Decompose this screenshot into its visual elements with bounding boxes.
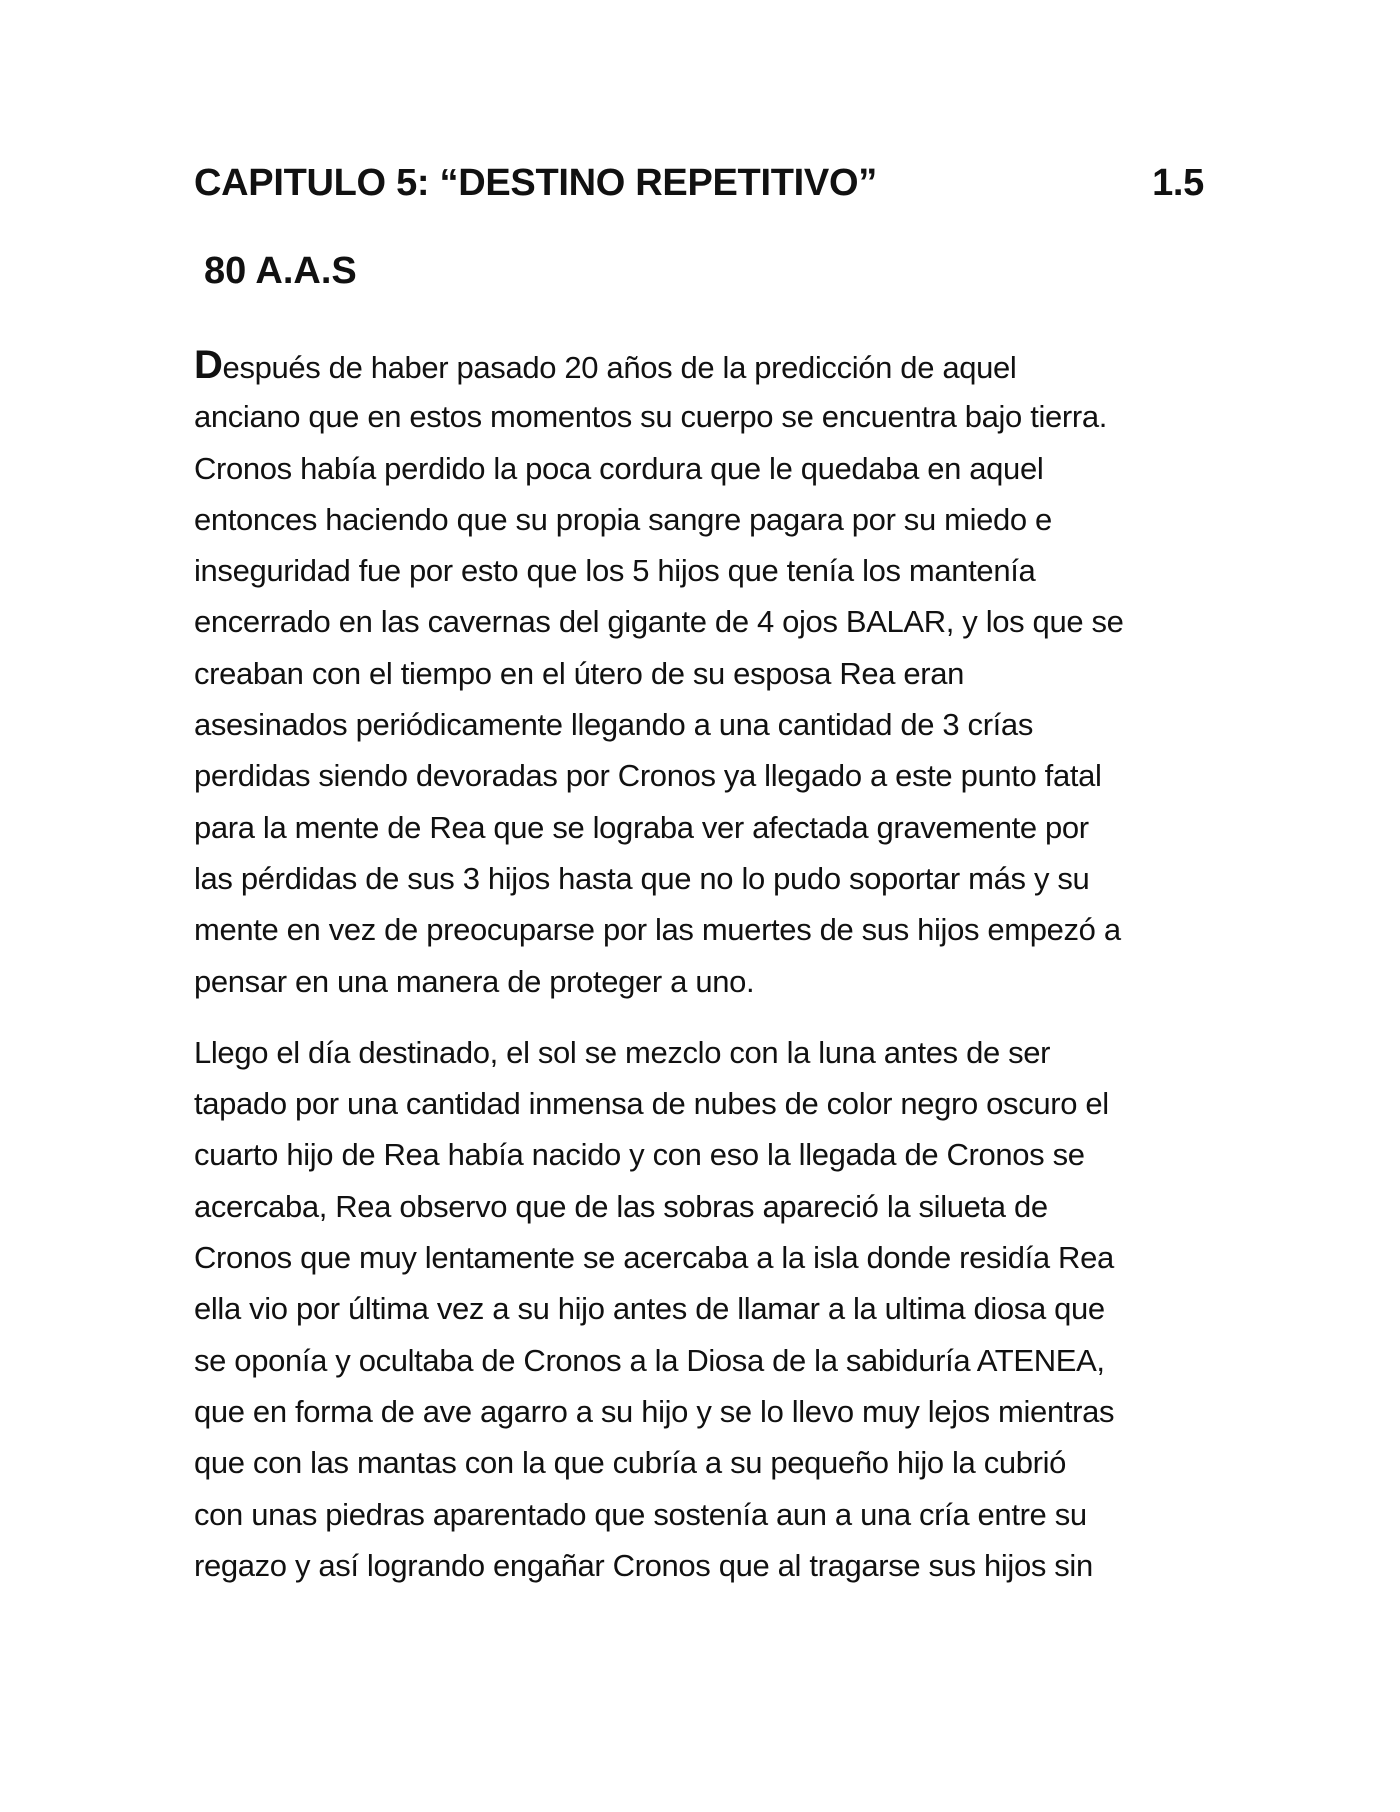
chapter-title: CAPITULO 5: “DESTINO REPETITIVO”	[194, 162, 877, 204]
paragraph-gap	[194, 1007, 1214, 1027]
chapter-number: 1.5	[1152, 162, 1204, 204]
chapter-heading	[194, 162, 1204, 218]
text-line: tapado por una cantidad inmensa de nubes de color negro oscuro el	[194, 1086, 1109, 1122]
text-line: para la mente de Rea que se lograba ver afectada gravemente por	[194, 809, 1089, 845]
text-line: regazo y así logrando engañar Cronos que al tragarse sus hijos sin	[194, 1547, 1093, 1583]
text-line: encerrado en las cavernas del gigante de 4 ojos BALAR, y los que se	[194, 604, 1124, 640]
text-line: Cronos había perdido la poca cordura que le quedaba en aquel	[194, 450, 1044, 486]
text-line: entonces haciendo que su propia sangre pagara por su miedo e	[194, 501, 1052, 537]
text-line: cuarto hijo de Rea había nacido y con eso la llegada de Cronos se	[194, 1137, 1085, 1173]
text-line: Llego el día destinado, el sol se mezclo con la luna antes de ser	[194, 1034, 1051, 1070]
text-line: Después de haber pasado 20 años de la predicción de aquel	[194, 343, 1017, 387]
text-line: acercaba, Rea observo que de las sobras apareció la silueta de	[194, 1188, 1048, 1224]
text-line: las pérdidas de sus 3 hijos hasta que no lo pudo soportar más y su	[194, 860, 1090, 896]
text-line: anciano que en estos momentos su cuerpo se encuentra bajo tierra.	[194, 399, 1107, 435]
chapter-subtitle: 80 A.A.S	[204, 250, 357, 292]
text-line: que con las mantas con la que cubría a su pequeño hijo la cubrió	[194, 1445, 1067, 1481]
text-line: ella vio por última vez a su hijo antes de llamar a la ultima diosa que	[194, 1291, 1105, 1327]
text-line: inseguridad fue por esto que los 5 hijos que tenía los mantenía	[194, 553, 1036, 589]
text-line: Cronos que muy lentamente se acercaba a la isla donde residía Rea	[194, 1240, 1114, 1276]
text-line: creaban con el tiempo en el útero de su esposa Rea eran	[194, 655, 965, 691]
text-line: que en forma de ave agarro a su hijo y se lo llevo muy lejos mientras	[194, 1393, 1115, 1429]
drop-cap: D	[194, 343, 223, 387]
text-line: con unas piedras aparentado que sostenía aun a una cría entre su	[194, 1496, 1087, 1532]
text-line: se oponía y ocultaba de Cronos a la Diosa de la sabiduría ATENEA,	[194, 1342, 1105, 1378]
text-line: asesinados periódicamente llegando a una cantidad de 3 crías	[194, 707, 1033, 743]
text-line: perdidas siendo devoradas por Cronos ya llegado a este punto fatal	[194, 758, 1102, 794]
text-line: mente en vez de preocuparse por las muertes de sus hijos empezó a	[194, 912, 1121, 948]
body-text	[194, 340, 1214, 1591]
paragraph-1	[194, 340, 1214, 1007]
paragraph-2	[194, 1027, 1214, 1591]
text-line: pensar en una manera de proteger a uno.	[194, 963, 755, 999]
